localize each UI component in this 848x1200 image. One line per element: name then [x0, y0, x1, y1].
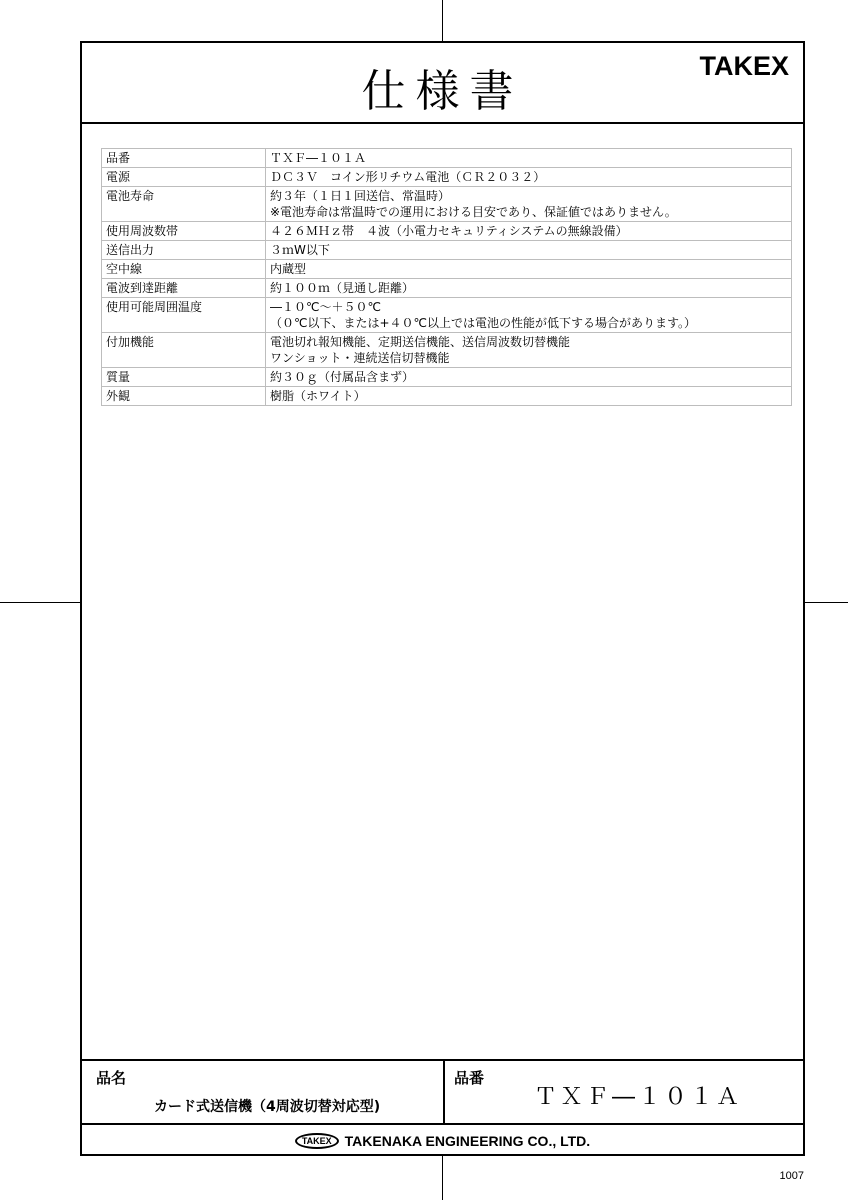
- spec-row: [102, 333, 792, 368]
- spec-row: [102, 279, 792, 298]
- spec-row: [102, 260, 792, 279]
- spec-label: 付加機能: [102, 333, 266, 368]
- document-title: 仕様書: [361, 66, 524, 117]
- crop-mark-bottom: [442, 1156, 443, 1200]
- spec-value: [266, 149, 792, 168]
- company-logo: TAKEX: [295, 1133, 339, 1149]
- spec-value-line: ＴＸＦ―１０１Ａ: [270, 151, 367, 165]
- spec-value: [266, 279, 792, 298]
- spec-label: 外観: [102, 387, 266, 406]
- product-name: カード式送信機（4周波切替対応型): [154, 1099, 381, 1115]
- spec-table: [101, 148, 792, 406]
- company-name: TAKENAKA ENGINEERING CO., LTD.: [344, 1132, 591, 1149]
- spec-value-line: 約３０ｇ（付属品含まず）: [270, 370, 415, 384]
- spec-value-line: ※電池寿命は常温時での運用における目安であり、保証値ではありません。: [270, 205, 677, 219]
- spec-label: 電波到達距離: [102, 279, 266, 298]
- document-number: 1007: [779, 1170, 804, 1182]
- spec-row: [102, 149, 792, 168]
- spec-value-line: ４２６ＭＨｚ帯 ４波（小電力セキュリティシステムの無線設備）: [270, 224, 628, 238]
- spec-value-line: 約１００ｍ（見通し距離）: [270, 281, 415, 295]
- spec-label: 送信出力: [102, 241, 266, 260]
- spec-value-line: ワンショット・連続送信切替機能: [270, 351, 450, 365]
- document-frame: [80, 41, 805, 1156]
- crop-mark-top: [442, 0, 443, 41]
- spec-value: [266, 187, 792, 222]
- spec-value: [266, 168, 792, 187]
- spec-value-line: ３ｍW以下: [270, 243, 330, 257]
- spec-value-line: （０℃以下、または+４０℃以上では電池の性能が低下する場合があります。）: [270, 316, 697, 330]
- company-footer: [82, 1125, 803, 1156]
- spec-value-line: ＤＣ３Ｖ コイン形リチウム電池（ＣＲ２０３２）: [270, 170, 546, 184]
- crop-mark-right: [805, 602, 848, 603]
- spec-value: [266, 298, 792, 333]
- spec-label: 使用可能周囲温度: [102, 298, 266, 333]
- spec-value-line: 約３年（１日１回送信、常温時）: [270, 189, 451, 203]
- spec-row: [102, 298, 792, 333]
- spec-value: [266, 387, 792, 406]
- spec-value-line: ―１０℃～＋５０℃: [270, 300, 381, 314]
- spec-value-line: 樹脂（ホワイト）: [270, 389, 366, 403]
- product-code-caption: 品番: [454, 1069, 485, 1087]
- spec-row: [102, 241, 792, 260]
- spec-row: [102, 387, 792, 406]
- brand-logo: TAKEX: [699, 51, 789, 81]
- spec-label: 使用周波数帯: [102, 222, 266, 241]
- spec-row: [102, 222, 792, 241]
- spec-label: 空中線: [102, 260, 266, 279]
- spec-row: [102, 368, 792, 387]
- product-code: ＴＸＦ―１０１Ａ: [534, 1084, 742, 1110]
- spec-value: [266, 241, 792, 260]
- product-info-divider: [443, 1061, 445, 1123]
- crop-mark-left: [0, 602, 80, 603]
- spec-label: 質量: [102, 368, 266, 387]
- spec-label: 品番: [102, 149, 266, 168]
- product-name-caption: 品名: [96, 1069, 127, 1087]
- product-info-band: [82, 1059, 803, 1125]
- spec-value: [266, 333, 792, 368]
- spec-row: [102, 168, 792, 187]
- spec-value-line: 電池切れ報知機能、定期送信機能、送信周波数切替機能: [270, 335, 571, 349]
- spec-value-line: 内蔵型: [270, 262, 307, 276]
- spec-label: 電源: [102, 168, 266, 187]
- title-band: [82, 43, 803, 124]
- spec-label: 電池寿命: [102, 187, 266, 222]
- spec-value: [266, 368, 792, 387]
- spec-value: [266, 222, 792, 241]
- spec-value: [266, 260, 792, 279]
- spec-row: [102, 187, 792, 222]
